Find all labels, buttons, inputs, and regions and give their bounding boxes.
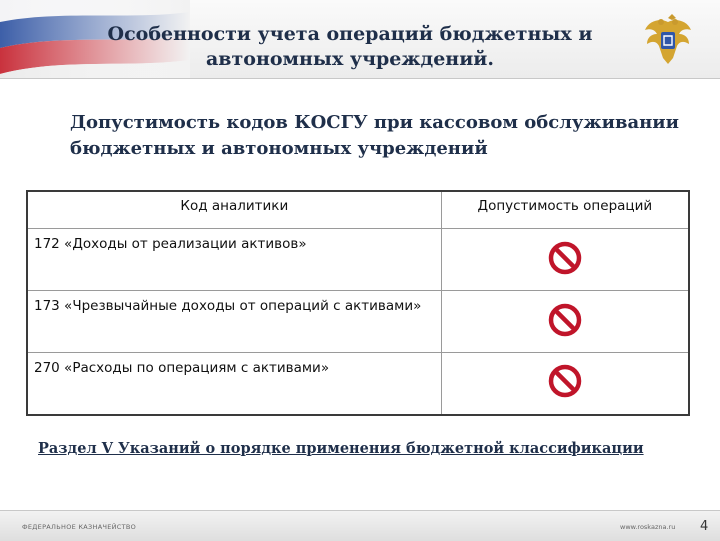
footer-site-link[interactable]: www.roskazna.ru xyxy=(620,523,676,531)
table-row xyxy=(27,229,689,291)
table-row xyxy=(27,291,689,353)
prohibited-icon xyxy=(547,363,583,399)
table-row xyxy=(27,353,689,415)
slide-footer xyxy=(0,510,720,541)
allowance-cell xyxy=(441,291,689,353)
treasury-emblem-icon xyxy=(643,12,693,68)
column-header-code: Код аналитики xyxy=(27,191,441,229)
column-header-allowance: Допустимость операций xyxy=(441,191,689,229)
source-reference-link[interactable]: Раздел V Указаний о порядке применения бюджетной классификации xyxy=(38,440,644,457)
section-subtitle: Допустимость кодов КОСГУ при кассовом обслуживании бюджетных и автономных учреждений xyxy=(70,112,680,159)
kosgu-table xyxy=(26,190,690,416)
allowance-cell xyxy=(441,353,689,415)
prohibited-icon xyxy=(547,240,583,276)
footer-org: ФЕДЕРАЛЬНОЕ КАЗНАЧЕЙСТВО xyxy=(22,523,137,531)
allowance-cell xyxy=(441,229,689,291)
code-cell: 172 «Доходы от реализации активов» xyxy=(27,229,441,291)
table-header-row xyxy=(27,191,689,229)
code-cell: 173 «Чрезвычайные доходы от операций с активами» xyxy=(27,291,441,353)
slide-title: Особенности учета операций бюджетных и автономных учреждений. xyxy=(107,23,593,70)
code-cell: 270 «Расходы по операциям с активами» xyxy=(27,353,441,415)
prohibited-icon xyxy=(547,302,583,338)
page-number: 4 xyxy=(700,519,709,534)
slide-header xyxy=(0,0,720,79)
